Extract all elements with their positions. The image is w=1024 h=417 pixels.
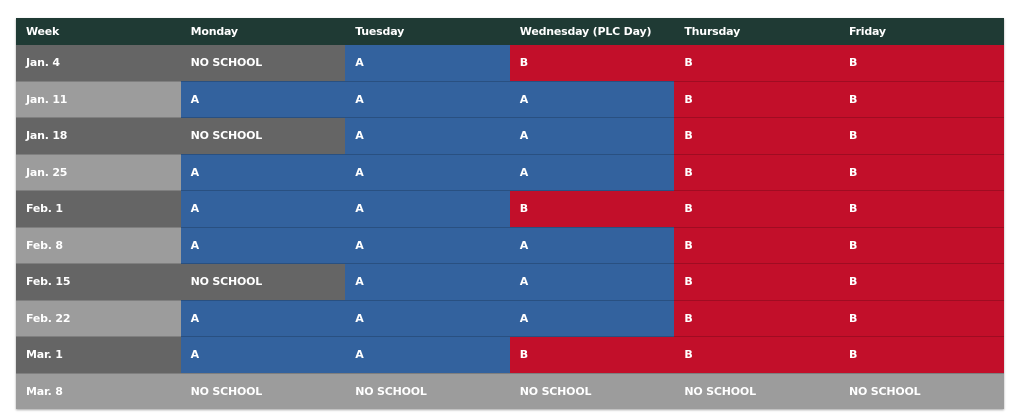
header-week: Week: [16, 18, 181, 45]
day-cell: A: [345, 300, 510, 337]
day-cell: B: [674, 118, 839, 155]
table-row: [16, 154, 1004, 191]
header-thursday: Thursday: [674, 18, 839, 45]
week-cell: Jan. 4: [16, 45, 181, 81]
header-row: [16, 18, 1004, 45]
day-cell: A: [510, 154, 675, 191]
day-cell: A: [181, 227, 346, 264]
table-row: [16, 300, 1004, 337]
day-cell: A: [181, 337, 346, 374]
day-cell: B: [674, 264, 839, 301]
day-cell: B: [674, 154, 839, 191]
day-cell: B: [674, 191, 839, 228]
day-cell: B: [839, 45, 1004, 81]
week-cell: Mar. 8: [16, 373, 181, 409]
day-cell: A: [345, 227, 510, 264]
day-cell: B: [674, 337, 839, 374]
header-tuesday: Tuesday: [345, 18, 510, 45]
day-cell: NO SCHOOL: [510, 373, 675, 409]
schedule-table: [16, 18, 1004, 409]
week-cell: Jan. 25: [16, 154, 181, 191]
day-cell: B: [674, 45, 839, 81]
day-cell: A: [345, 264, 510, 301]
table-row: [16, 373, 1004, 409]
week-cell: Feb. 1: [16, 191, 181, 228]
day-cell: B: [839, 227, 1004, 264]
day-cell: B: [510, 45, 675, 81]
header-monday: Monday: [181, 18, 346, 45]
day-cell: A: [181, 81, 346, 118]
day-cell: B: [839, 154, 1004, 191]
day-cell: B: [839, 118, 1004, 155]
day-cell: A: [510, 81, 675, 118]
table-row: [16, 264, 1004, 301]
day-cell: B: [839, 337, 1004, 374]
week-cell: Feb. 8: [16, 227, 181, 264]
week-cell: Jan. 11: [16, 81, 181, 118]
day-cell: NO SCHOOL: [181, 373, 346, 409]
day-cell: NO SCHOOL: [674, 373, 839, 409]
week-cell: Mar. 1: [16, 337, 181, 374]
table-row: [16, 227, 1004, 264]
day-cell: A: [181, 300, 346, 337]
header-wednesday: Wednesday (PLC Day): [510, 18, 675, 45]
table-row: [16, 45, 1004, 81]
day-cell: A: [510, 118, 675, 155]
header-friday: Friday: [839, 18, 1004, 45]
day-cell: A: [345, 337, 510, 374]
day-cell: B: [510, 191, 675, 228]
day-cell: B: [839, 264, 1004, 301]
day-cell: B: [839, 300, 1004, 337]
day-cell: B: [674, 227, 839, 264]
day-cell: A: [345, 81, 510, 118]
day-cell: NO SCHOOL: [181, 45, 346, 81]
day-cell: NO SCHOOL: [345, 373, 510, 409]
week-cell: Feb. 22: [16, 300, 181, 337]
day-cell: A: [345, 191, 510, 228]
table-row: [16, 81, 1004, 118]
table-row: [16, 337, 1004, 374]
day-cell: A: [510, 227, 675, 264]
week-cell: Jan. 18: [16, 118, 181, 155]
day-cell: NO SCHOOL: [181, 264, 346, 301]
day-cell: B: [674, 81, 839, 118]
table-row: [16, 118, 1004, 155]
day-cell: A: [181, 154, 346, 191]
day-cell: NO SCHOOL: [181, 118, 346, 155]
day-cell: A: [181, 191, 346, 228]
day-cell: A: [510, 264, 675, 301]
day-cell: B: [839, 191, 1004, 228]
day-cell: B: [510, 337, 675, 374]
table-row: [16, 191, 1004, 228]
day-cell: B: [839, 81, 1004, 118]
day-cell: A: [345, 118, 510, 155]
day-cell: NO SCHOOL: [839, 373, 1004, 409]
day-cell: A: [345, 45, 510, 81]
week-cell: Feb. 15: [16, 264, 181, 301]
day-cell: B: [674, 300, 839, 337]
day-cell: A: [345, 154, 510, 191]
day-cell: A: [510, 300, 675, 337]
